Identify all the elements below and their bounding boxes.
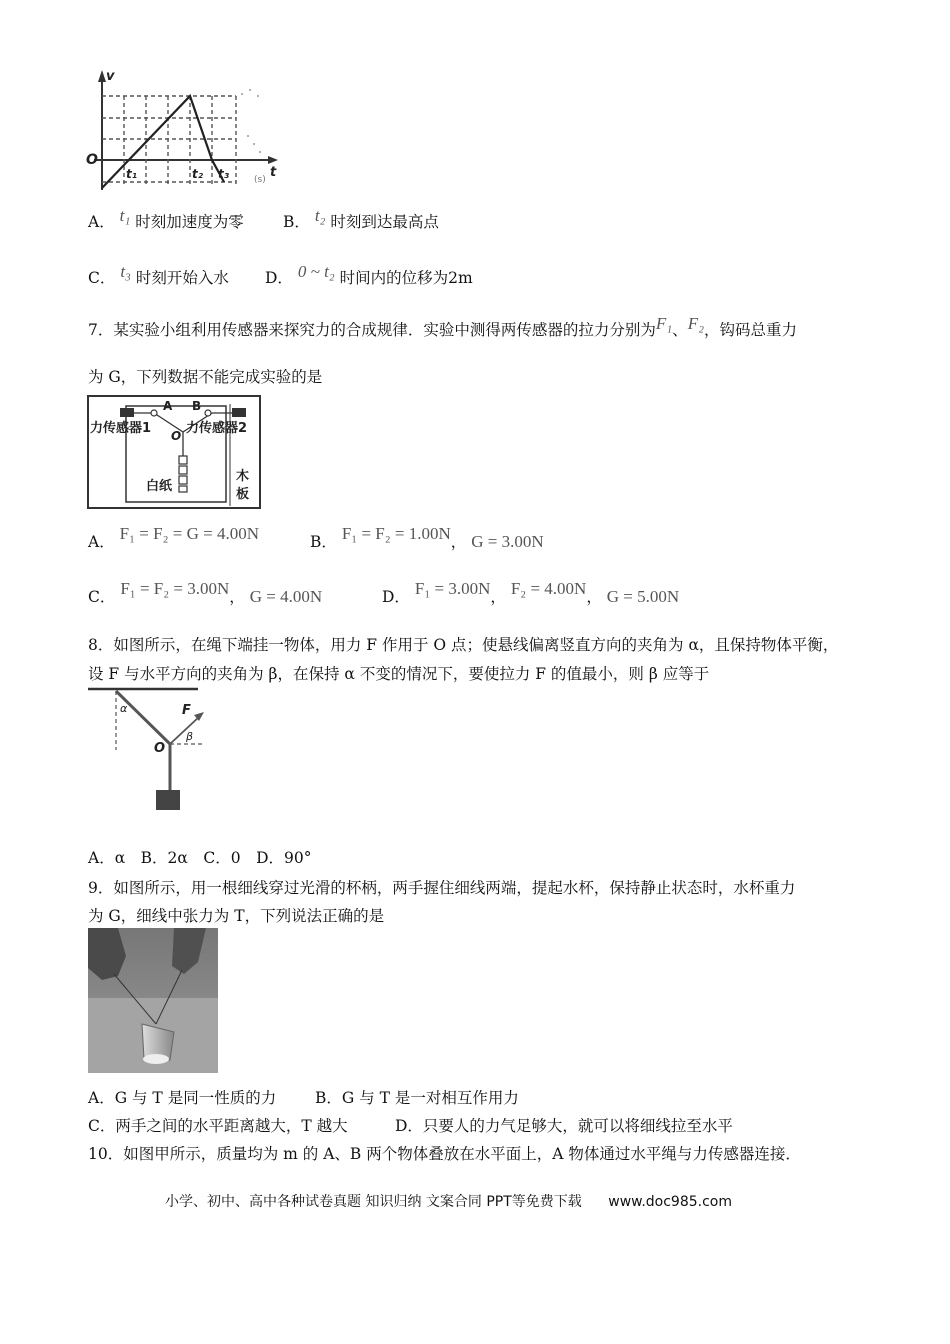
q7-stem-line2: 为 G，下列数据不能完成实验的是	[88, 368, 323, 386]
point-O-label: O	[154, 741, 166, 756]
option-label: D．	[382, 588, 410, 606]
velocity-time-graph	[84, 66, 284, 194]
math-f1: F₁	[655, 314, 673, 333]
comma: ，	[490, 588, 506, 606]
math-f2: F₂	[687, 314, 704, 333]
q6-option-c	[88, 262, 229, 288]
q7-stem-line1	[88, 314, 797, 340]
q7-text: 7．某实验小组利用传感器来探究力的合成规律．实验中测得两传感器的拉力分别为	[88, 321, 656, 339]
separator: 、	[672, 321, 688, 339]
label-sensor1: 力传感器1	[90, 421, 152, 436]
option-label: B．	[310, 533, 337, 551]
q9-option-a: A．G 与 T 是同一性质的力	[88, 1089, 277, 1107]
comma: ，	[229, 588, 245, 606]
q9-stem-line2: 为 G，细线中张力为 T，下列说法正确的是	[88, 907, 385, 925]
comma: ，	[450, 533, 467, 551]
q7-option-a	[88, 524, 259, 552]
force-arrow	[170, 716, 200, 744]
math-expression: G = 4.00N	[249, 587, 323, 606]
label-A: A	[163, 399, 173, 413]
label-board-2: 板	[236, 487, 250, 502]
suspension-rope	[116, 691, 170, 744]
rope-force-figure	[86, 686, 216, 816]
label-paper: 白纸	[146, 479, 173, 494]
math-expression: F₁ = F₂ = G = 4.00N	[119, 524, 259, 543]
option-label: A．	[88, 533, 115, 551]
option-text: 时刻开始入水	[135, 269, 229, 287]
math-expression: G = 5.00N	[606, 587, 680, 606]
q9-option-d: D．只要人的力气足够大，就可以将细线拉至水平	[395, 1117, 733, 1135]
label-B: B	[192, 399, 202, 413]
q7-option-c	[88, 579, 323, 607]
q6-option-b	[283, 206, 439, 232]
math-t3: t₃	[120, 262, 131, 281]
math-expression: F₁ = F₂ = 3.00N	[120, 579, 230, 598]
option-label: B．	[283, 213, 310, 231]
cup-photo	[88, 928, 218, 1073]
option-text: 时间内的位移为2m	[339, 269, 473, 287]
force-label: F	[182, 703, 191, 718]
math-expression: G = 3.00N	[471, 532, 544, 551]
q9-option-b: B．G 与 T 是一对相互作用力	[315, 1089, 519, 1107]
axis-label-v: v	[106, 69, 115, 84]
label-board-1: 木	[236, 469, 250, 484]
sensor2-block	[232, 408, 246, 417]
option-label: D．	[265, 269, 293, 287]
axis-label-t: t	[270, 165, 277, 180]
comma: ，	[586, 588, 602, 606]
q9-stem-line1: 9．如图所示，用一根细线穿过光滑的杯柄，两手握住细线两端，提起水杯，保持静止状态时，水杯重力	[88, 879, 796, 897]
page-footer	[165, 1191, 732, 1211]
label-sensor2: 力传感器2	[186, 421, 248, 436]
option-label: C．	[88, 269, 116, 287]
q10-stem-line1: 10．如图甲所示，质量均为 m 的 A、B 两个物体叠放在水平面上，A 物体通过水平绳与力传感器连接．	[88, 1145, 801, 1163]
q8-stem-line1: 8．如图所示，在绳下端挂一物体，用力 F 作用于 O 点；使悬线偏离竖直方向的夹角为 α，且保持物体平衡，	[88, 636, 839, 654]
force-sensor-figure	[86, 394, 262, 510]
q8-stem-line2: 设 F 与水平方向的夹角为 β，在保持 α 不变的情况下，要使拉力 F 的值最小，则 β 应等于	[88, 665, 710, 683]
option-label: C．	[88, 588, 116, 606]
origin-label: O	[86, 152, 98, 168]
q8-options: A．α B．2α C．0 D．90°	[88, 849, 312, 867]
tick-label-t2: t₂	[192, 167, 203, 181]
label-O: O	[171, 429, 182, 443]
alpha-label: α	[120, 702, 128, 715]
q6-option-d	[265, 262, 473, 288]
tick-label-t1: t₁	[126, 167, 137, 181]
q9-option-c: C．两手之间的水平距离越大，T 越大	[88, 1117, 348, 1135]
footer-text: 小学、初中、高中各种试卷真题 知识归纳 文案合同 PPT等免费下载	[165, 1194, 582, 1210]
velocity-line	[102, 96, 224, 188]
q7-text-end: ，钩码总重力	[703, 321, 797, 339]
math-expression: F₂ = 4.00N	[510, 579, 587, 598]
math-range: 0 ~ t₂	[297, 262, 335, 281]
hanging-block	[156, 790, 180, 810]
option-text: 时刻到达最高点	[330, 213, 439, 231]
tick-label-t3: t₃	[218, 167, 229, 181]
q6-option-a	[88, 206, 244, 232]
graph-note: (s)	[254, 175, 266, 185]
q7-option-b	[310, 524, 544, 552]
q7-option-d	[382, 579, 680, 607]
beta-label: β	[186, 730, 194, 743]
option-label: A．	[88, 213, 115, 231]
sensor1-block	[120, 408, 134, 417]
math-t1: t₁	[119, 206, 131, 225]
math-t2: t₂	[314, 206, 326, 225]
footer-url[interactable]: www.doc985.com	[608, 1194, 732, 1210]
math-expression: F₁ = F₂ = 1.00N	[341, 524, 451, 543]
option-text: 时刻加速度为零	[135, 213, 244, 231]
math-expression: F₁ = 3.00N	[414, 579, 491, 598]
